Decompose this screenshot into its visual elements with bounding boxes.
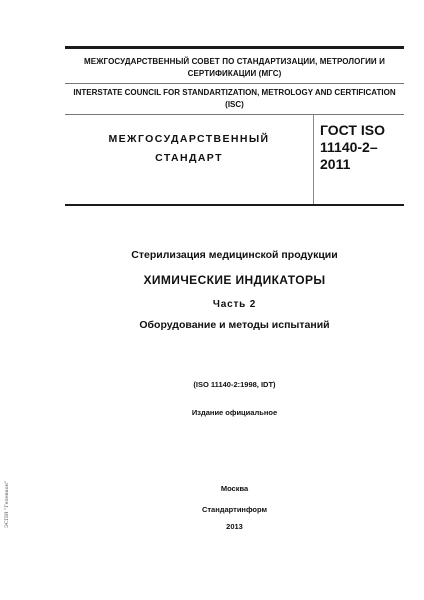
- standard-type-label: [65, 130, 313, 168]
- side-stamp: ЭСПИ "Гелевкон": [4, 480, 10, 528]
- title-main: ХИМИЧЕСКИЕ ИНДИКАТОРЫ: [143, 273, 326, 287]
- gost-number: [320, 122, 404, 173]
- title-part: Часть 2: [212, 299, 257, 310]
- council-name-english: INTERSTATE COUNCIL FOR STANDARTIZATION, METROLOGY AND CERTIFICATION (ISC): [73, 88, 396, 109]
- edition-label: Издание официальное: [191, 408, 278, 417]
- top-rule: [65, 46, 404, 49]
- header-bottom-rule: [65, 114, 404, 115]
- gost-number-line2: 11140-2–: [320, 139, 378, 155]
- iso-reference: (ISO 11140-2:1998, IDT): [193, 380, 276, 389]
- imprint-year: 2013: [226, 522, 243, 531]
- title-subtitle: Оборудование и методы испытаний: [139, 319, 330, 331]
- council-name-russian: МЕЖГОСУДАРСТВЕННЫЙ СОВЕТ ПО СТАНДАРТИЗАЦИИ, МЕТРОЛОГИИ И СЕРТИФИКАЦИИ (МГС): [84, 57, 385, 78]
- vertical-divider: [313, 114, 314, 204]
- header-divider: [65, 83, 404, 84]
- gost-number-line1: ГОСТ ISO: [320, 122, 385, 138]
- imprint-publisher: Стандартинформ: [201, 505, 268, 514]
- gost-number-line3: 2011: [320, 156, 351, 172]
- standard-type-line2: СТАНДАРТ: [155, 152, 223, 164]
- imprint-city: Москва: [220, 484, 249, 493]
- main-rule: [65, 204, 404, 206]
- title-subject: Стерилизация медицинской продукции: [131, 249, 338, 261]
- standard-type-line1: МЕЖГОСУДАРСТВЕННЫЙ: [108, 133, 270, 145]
